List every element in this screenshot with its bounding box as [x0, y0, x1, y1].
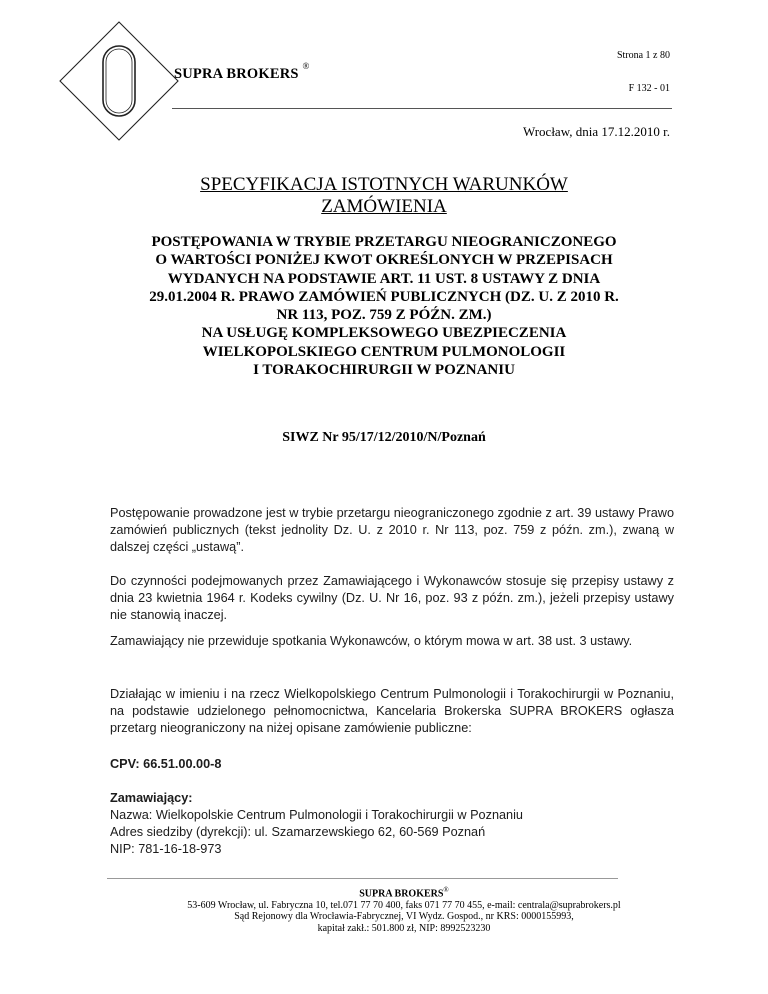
subtitle-line: NA USŁUGĘ KOMPLEKSOWEGO UBEZPIECZENIA: [201, 325, 567, 342]
contracting-authority-address: Adres siedziby (dyrekcji): ul. Szamarzewskiego 62, 60-569 Poznań: [110, 825, 486, 839]
place-date: Wrocław, dnia 17.12.2010 r.: [522, 124, 670, 139]
paragraph: Do czynności podejmowanych przez Zamawiającego i Wykonawców stosuje się przepisy ustawy z dnia 23 kwietnia 1964 r. Kodeks cywilny (Dz. U. Nr 16, poz. 93 z późn. zm.), jeżeli przepisy ustawy nie stanowią inaczej.: [110, 574, 674, 622]
registered-mark: ®: [302, 61, 310, 71]
contracting-authority-nip: NIP: 781-16-18-973: [110, 842, 222, 856]
subtitle-line: I TORAKOCHIRURGII W POZNANIU: [253, 362, 515, 379]
footer-divider: [107, 878, 618, 879]
siwz-number: SIWZ Nr 95/17/12/2010/N/Poznań: [282, 430, 486, 445]
brand-name: SUPRA BROKERS ®: [174, 61, 310, 82]
cpv-code: CPV: 66.51.00.00-8: [110, 757, 222, 771]
title-line: ZAMÓWIENIA: [321, 196, 447, 217]
contracting-authority-name: Nazwa: Wielkopolskie Centrum Pulmonologii i Torakochirurgii w Poznaniu: [110, 808, 523, 822]
subtitle-line: POSTĘPOWANIA W TRYBIE PRZETARGU NIEOGRANICZONEGO: [151, 234, 617, 250]
title-line: SPECYFIKACJA ISTOTNYCH WARUNKÓW: [200, 174, 568, 195]
supra-brokers-logo-icon: [58, 20, 180, 142]
footer-registry: Sąd Rejonowy dla Wrocławia-Fabrycznej, VI Wydz. Gospod., nr KRS: 0000155993,: [234, 911, 574, 923]
paragraph: Działając w imieniu i na rzecz Wielkopolskiego Centrum Pulmonologii i Torakochirurgii w Poznaniu, na podstawie udzielonego pełnomocnictwa, Kancelaria Brokerska SUPRA BROKERS ogłasza przetarg nieograniczony na niżej opisane zamówienie publiczne:: [110, 687, 674, 735]
subtitle-line: O WARTOŚCI PONIŻEJ KWOT OKREŚLONYCH W PRZEPISACH: [155, 252, 613, 269]
paragraph: Zamawiający nie przewiduje spotkania Wykonawców, o którym mowa w art. 38 ust. 3 ustawy.: [110, 634, 633, 648]
header-divider: [172, 108, 672, 109]
form-code: F 132 - 01: [628, 83, 670, 94]
footer-brand: SUPRA BROKERS®: [359, 886, 449, 900]
footer-address: 53-609 Wrocław, ul. Fabryczna 10, tel.071 77 70 400, faks 071 77 70 455, e-mail: centrala@suprabrokers.pl: [187, 899, 621, 911]
page-footer: [60, 885, 748, 934]
subtitle-line: WYDANYCH NA PODSTAWIE ART. 11 UST. 8 USTAWY Z DNIA: [167, 270, 601, 287]
footer-registered-mark: ®: [443, 886, 449, 894]
subtitle-line: 29.01.2004 R. PRAWO ZAMÓWIEŃ PUBLICZNYCH (DZ. U. Z 2010 R.: [149, 288, 619, 305]
subtitle-line: WIELKOPOLSKIEGO CENTRUM PULMONOLOGII: [202, 343, 566, 360]
footer-capital: kapitał zakł.: 501.800 zł, NIP: 8992523230: [317, 922, 491, 934]
paragraph: Postępowanie prowadzone jest w trybie przetargu nieograniczonego zgodnie z art. 39 ustawy Prawo zamówień publicznych (tekst jednolity Dz. U. z 2010 r. Nr 113, poz. 759 z późn. zm.), zwaną w dalszej części „ustawą”.: [110, 506, 674, 554]
contracting-authority: [110, 790, 523, 858]
page-number: Strona 1 z 80: [616, 50, 670, 61]
document-subtitle: [96, 233, 672, 379]
contracting-authority-heading: Zamawiający:: [110, 791, 193, 805]
document-title: [96, 174, 672, 218]
subtitle-line: NR 113, POZ. 759 Z PÓŹN. ZM.): [276, 307, 492, 324]
